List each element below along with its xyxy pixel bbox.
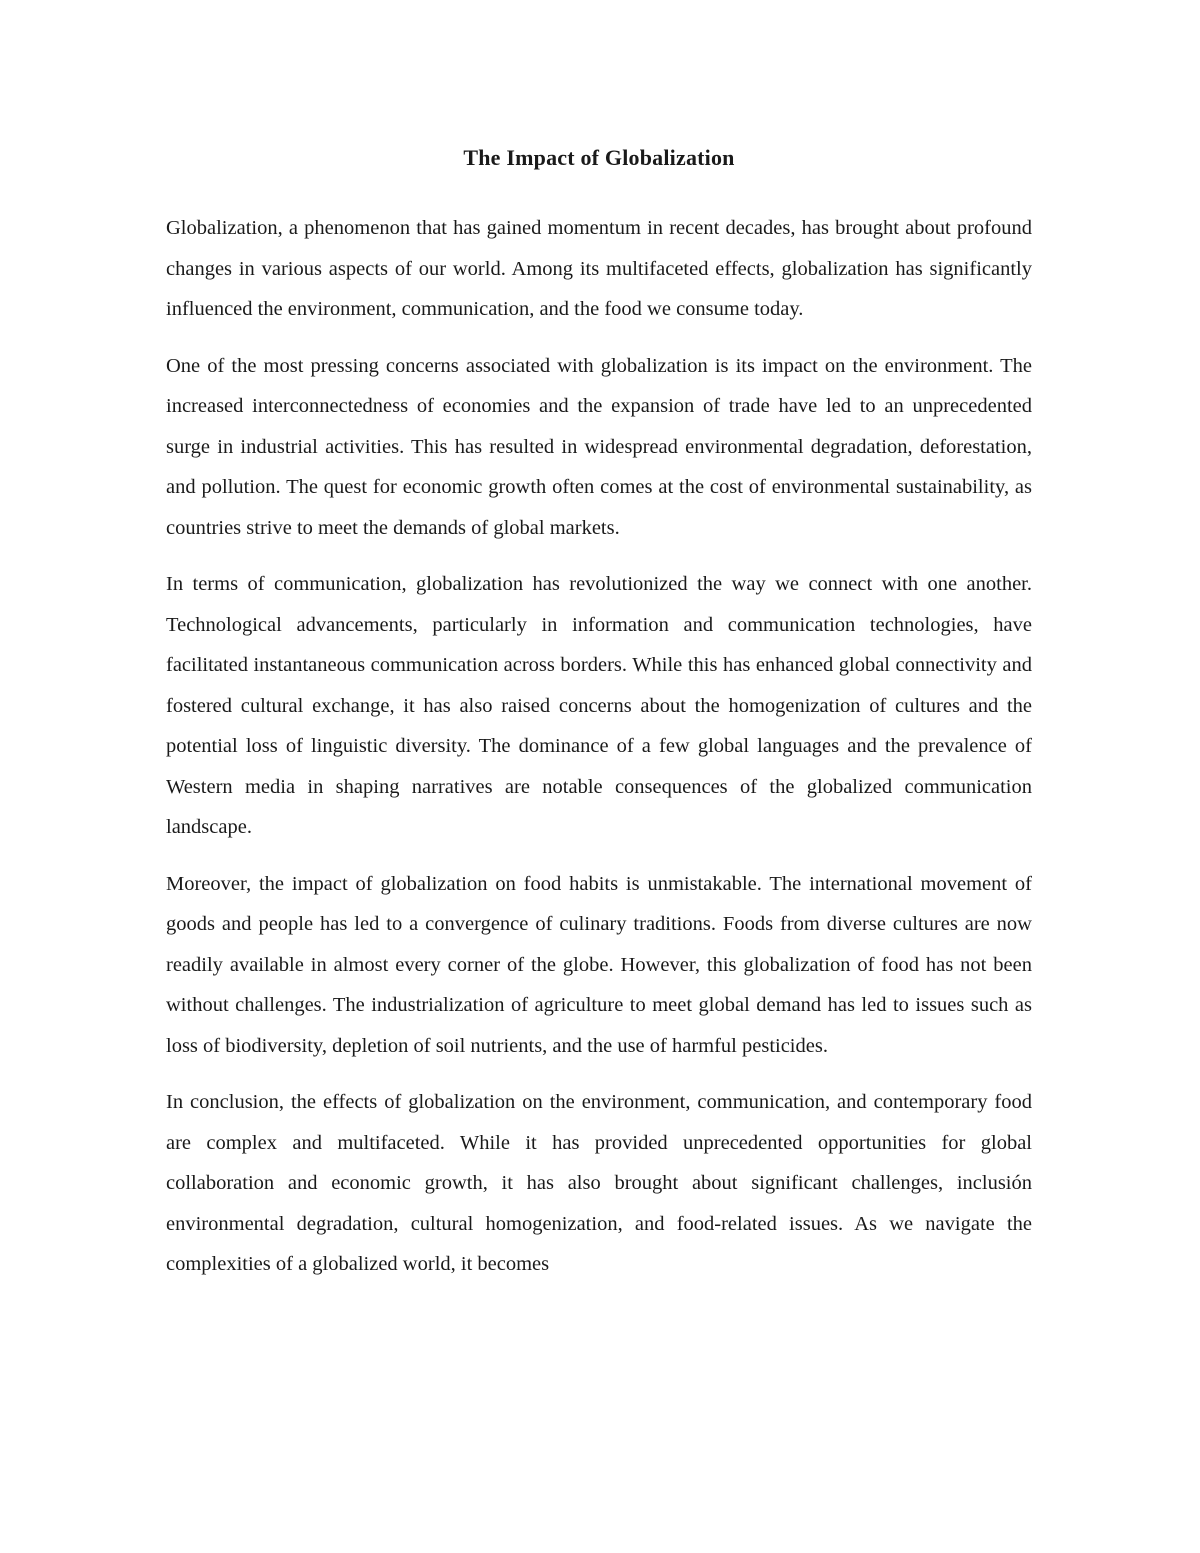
paragraph-food: Moreover, the impact of globalization on food habits is unmistakable. The international movement of goods and people has led to a convergence of culinary traditions. Foods from diverse cultures are now readily available in almost every corner of the globe. However, this globalization of food has not been without challenges. The industrialization of agriculture to meet global demand has led to issues such as loss of biodiversity, depletion of soil nutrients, and the use of harmful pesticides. bbox=[166, 872, 1032, 1057]
paragraph-introduction: Globalization, a phenomenon that has gained momentum in recent decades, has brought about profound changes in various aspects of our world. Among its multifaceted effects, globalization has significantly influenced the environment, communication, and the food we consume today. bbox=[166, 217, 1032, 320]
paragraph-conclusion: In conclusion, the effects of globalization on the environment, communication, and contemporary food are complex and multifaceted. While it has provided unprecedented opportunities for global collaboration and economic growth, it has also brought about significant challenges, inclusión environmental degradation, cultural homogenization, and food-related issues. As we navigate the complexities of a globalized world, it becomes bbox=[166, 1091, 1032, 1275]
document-title: The Impact of Globalization bbox=[463, 145, 735, 170]
document-body bbox=[166, 138, 1032, 1301]
paragraph-environment: One of the most pressing concerns associated with globalization is its impact on the environment. The increased interconnectedness of economies and the expansion of trade have led to an unprecedented surge in industrial activities. This has resulted in widespread environmental degradation, deforestation, and pollution. The quest for economic growth often comes at the cost of environmental sustainability, as countries strive to meet the demands of global markets. bbox=[166, 354, 1032, 539]
paragraph-communication: In terms of communication, globalization has revolutionized the way we connect with one another. Technological advancements, particularly in information and communication technologies, have facilitated instantaneous communication across borders. While this has enhanced global connectivity and fostered cultural exchange, it has also raised concerns about the homogenization of cultures and the potential loss of linguistic diversity. The dominance of a few global languages and the prevalence of Western media in shaping narratives are notable consequences of the globalized communication landscape. bbox=[166, 573, 1032, 838]
